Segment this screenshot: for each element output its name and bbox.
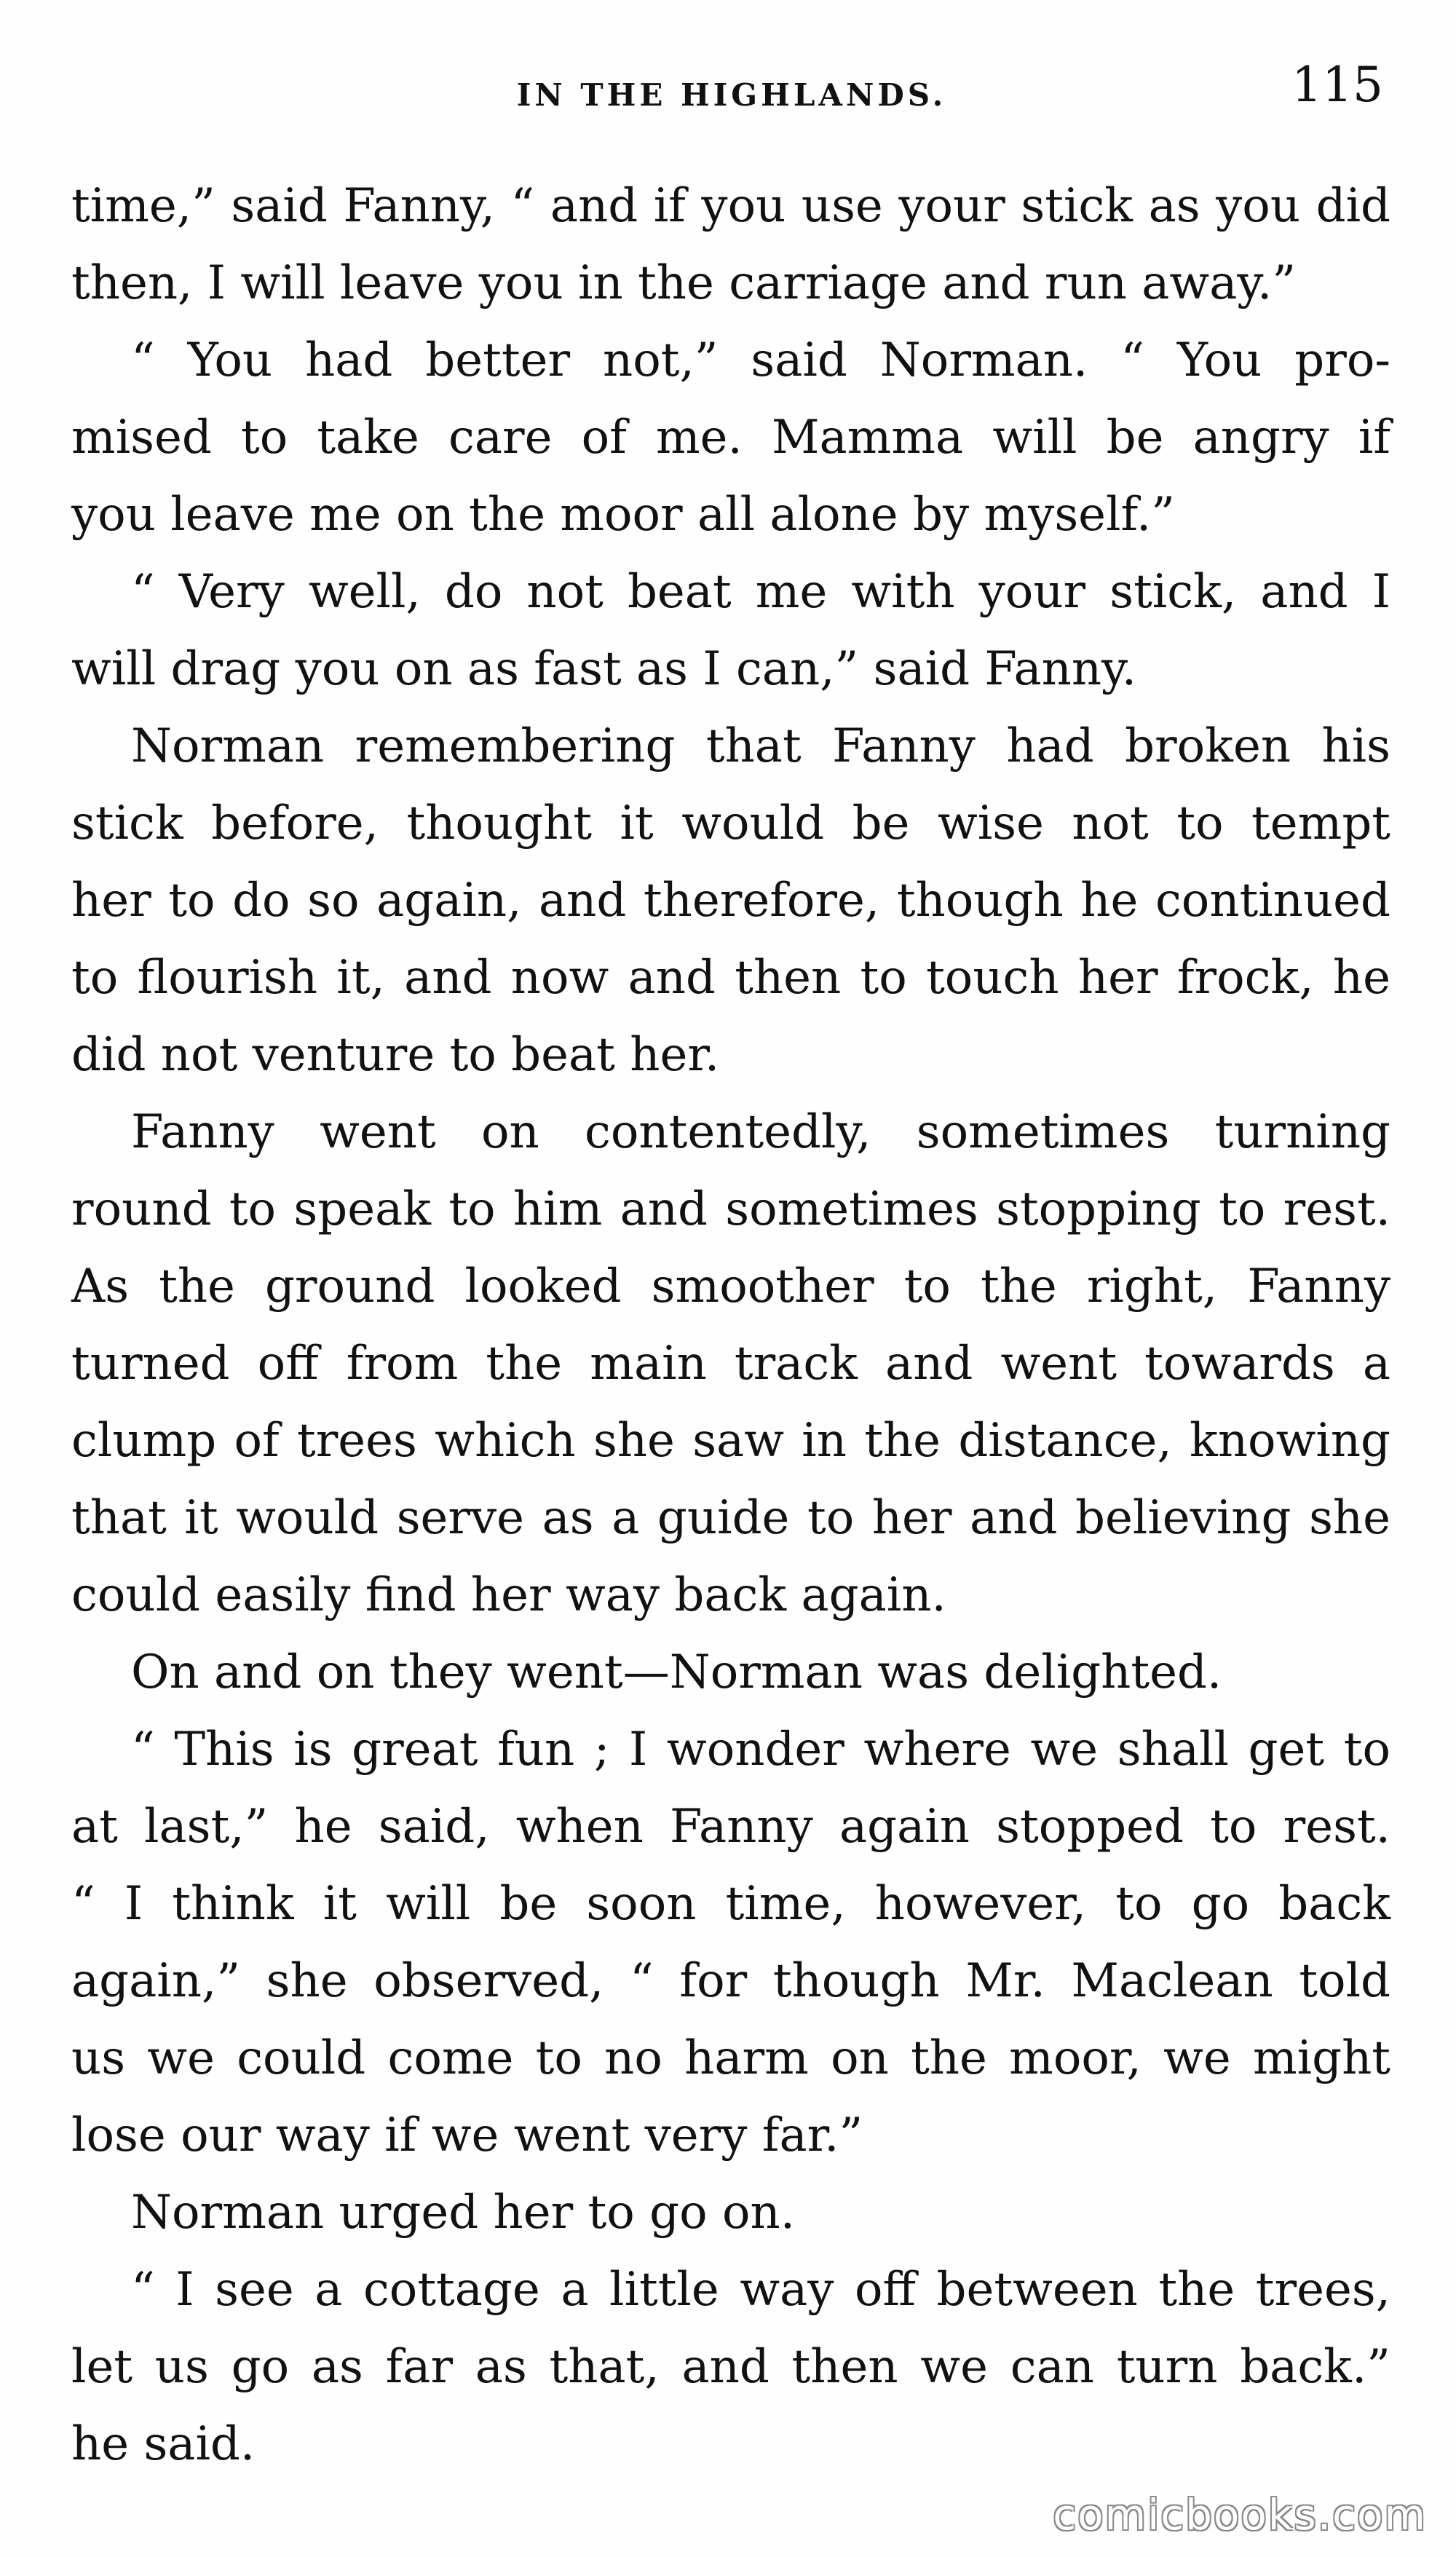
text-line: round to speak to him and sometimes stopping to rest. xyxy=(71,1182,1390,1236)
body-text xyxy=(71,167,1390,2483)
paragraph xyxy=(71,2251,1390,2483)
paragraph xyxy=(71,322,1390,553)
text-line: to flourish it, and now and then to touch her frock, he xyxy=(71,951,1390,1005)
running-header xyxy=(73,57,1390,122)
text-line: turned off from the main track and went towards a xyxy=(71,1337,1390,1391)
paragraph xyxy=(71,553,1390,708)
text-line: her to do so again, and therefore, though he continued xyxy=(71,874,1390,928)
text-line: he said. xyxy=(71,2417,256,2471)
text-line: Norman remembering that Fanny had broken his xyxy=(131,719,1390,773)
text-line: did not venture to beat her. xyxy=(71,1028,720,1082)
paragraph xyxy=(71,1711,1390,2174)
paragraph xyxy=(71,1634,1390,1711)
running-title: IN THE HIGHLANDS. xyxy=(516,77,947,113)
text-line: that it would serve as a guide to her and believing she xyxy=(71,1491,1390,1545)
paragraph xyxy=(71,1094,1390,1634)
text-line: clump of trees which she saw in the distance, knowing xyxy=(71,1414,1390,1468)
text-line: will drag you on as fast as I can,” said Fanny. xyxy=(71,642,1137,696)
text-line: stick before, thought it would be wise not to tempt xyxy=(71,797,1390,850)
text-line: “ You had better not,” said Norman. “ You pro- xyxy=(131,333,1390,387)
text-line: “ Very well, do not beat me with your stick, and I xyxy=(131,565,1390,619)
paragraph xyxy=(71,708,1390,1094)
text-line: then, I will leave you in the carriage and run away.” xyxy=(71,256,1297,310)
text-line: at last,” he said, when Fanny again stopped to rest. xyxy=(71,1800,1390,1854)
text-line: us we could come to no harm on the moor, we might xyxy=(71,2031,1390,2085)
text-line: let us go as far as that, and then we can turn back.” xyxy=(71,2340,1390,2394)
text-line: Fanny went on contentedly, sometimes turning xyxy=(131,1105,1390,1159)
text-line: time,” said Fanny, “ and if you use your stick as you did xyxy=(71,179,1390,233)
text-line: lose our way if we went very far.” xyxy=(71,2109,863,2162)
text-line: again,” she observed, “ for though Mr. Maclean told xyxy=(71,1954,1390,2008)
text-line: “ I see a cottage a little way off between the trees, xyxy=(131,2263,1390,2317)
text-line: Norman urged her to go on. xyxy=(131,2186,796,2240)
text-line: you leave me on the moor all alone by myself.” xyxy=(71,488,1175,542)
text-line: As the ground looked smoother to the right, Fanny xyxy=(71,1260,1390,1313)
paragraph xyxy=(71,2174,1390,2251)
text-line: mised to take care of me. Mamma will be angry if xyxy=(71,411,1390,465)
page-number: 115 xyxy=(1291,57,1383,113)
text-line: On and on they went—Norman was delighted. xyxy=(131,1645,1222,1699)
text-line: “ This is great fun ; I wonder where we shall get to xyxy=(131,1723,1390,1777)
watermark: comicbooks.com xyxy=(1053,2490,1427,2540)
paragraph xyxy=(71,167,1390,322)
text-line: could easily find her way back again. xyxy=(71,1568,946,1622)
text-line: “ I think it will be soon time, however, to go back xyxy=(71,1877,1390,1931)
